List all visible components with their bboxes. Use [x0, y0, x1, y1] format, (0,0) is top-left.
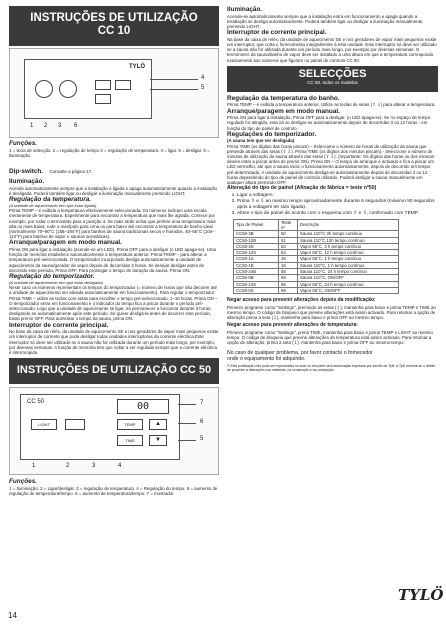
cc50-temp-button — [117, 419, 143, 430]
table-cell: 69 — [279, 287, 298, 293]
neg2-heading: Negar acesso para prevenir alterações de temperatura: — [227, 322, 358, 329]
cc50-callout-1: 1 — [32, 463, 36, 470]
table-cell: 58 — [279, 269, 298, 275]
right-column — [227, 6, 438, 372]
cc10-control-panel — [24, 59, 152, 119]
copyright-text: © Esta publicação não pode ser reproduzida no todo ou em parte sem autorização expressa por escrito da Tylö. A Tylö reserva-se o direito de proceder a alterações nos materiais, na construção e na concepção. — [227, 364, 436, 373]
cc50-display-value: 00 — [136, 401, 150, 413]
cc10-leader-5 — [150, 89, 198, 90]
table-cell: 53 — [279, 243, 298, 249]
cc50-diagram — [9, 387, 219, 475]
table-cell: CC50-12S — [234, 250, 279, 256]
cc50-callout-2: 2 — [66, 463, 70, 470]
left-column — [9, 6, 219, 496]
cc10-regtempo-heading: Regulação do temporizador. — [9, 273, 95, 281]
panel-type-table — [233, 219, 399, 295]
cc10-interruptor-heading: Interruptor de corrente principal. — [9, 321, 109, 329]
cc10-funcoes-text: 1 = tecla de selecção. 2 = regulação de tempo 3 = regulação de temperatura. 4 = ligar. 5 = desligar. 6 = iluminação. — [9, 147, 210, 158]
cc50-interruptor-text: Na base da caixa de relés, da unidade de aquecimento SE e nos geradores de vapor mais pequenos existe um interruptor, que corta o fornecimento integralmente à esta unidade. Este interruptor só deve ser utilizado se a sauna não for utilizada durante um período mais longo, por exemplo por diversas semanas. O termómetro da sauna/banho de vapor deve ser instalado a uma altura em que a temperatura corresponda exactamente aos números que figuram no painel de controlo CC 50. — [227, 36, 437, 63]
cc50-callout-7: 7 — [200, 400, 204, 407]
cc10-title-line2: CC 10 — [97, 25, 131, 37]
table-cell: Vapor 55°C, 1 h tempo contínuo — [298, 256, 399, 262]
cc10-callout-6: 6 — [74, 123, 78, 129]
table-cell: CC50-24S — [234, 281, 279, 287]
table-cell: Vapor 55°C, 12 h tempo contínuo — [298, 250, 399, 256]
cc10-title-bar — [9, 6, 219, 46]
table-cell: 15 — [279, 256, 298, 262]
col-header-descricao: Descrição — [298, 219, 399, 231]
cc10-arranque-heading: Arranque/paragem em modo manual. — [9, 239, 122, 247]
cc50-temp-label: TEMP — [124, 422, 136, 428]
table-cell: CC50-3S — [234, 243, 279, 249]
dipswitch-heading: Dip-switch. — [9, 168, 44, 175]
step-item: 1. Ligar a voltagem. — [237, 193, 438, 199]
table-cell: 68 — [279, 281, 298, 287]
cc10-ilum-heading: Iluminação. — [9, 178, 45, 185]
cc50-panel-label: CC 50 — [27, 399, 45, 406]
cc10-callout-1: 1 — [30, 123, 34, 129]
cc10-regtemp-heading: Regulação da temperatura. — [9, 196, 92, 203]
col-header-tipo: Tipo de Painel — [234, 219, 279, 231]
cc50-leader-5 — [178, 440, 196, 441]
cc50-arranque-heading: Arranque/paragem em modo manual. — [227, 107, 340, 115]
cc50-onoff-button — [65, 419, 85, 430]
table-cell: 54 — [279, 250, 298, 256]
neg2-text: Primeiro programe como "Settings", prima TIME, mantenha para baixo e prima TEMP e LIGHT ao mesmo tempo. O código de bloqueio que previne alterações de temperatura está assim activado. Para retomar a opção de alteração, prima a seta (⇩), mantenha para baixo e prima OFF ao mesmo tempo. — [227, 330, 433, 346]
table-cell: Sauna 110°C,3h tempo contínuo — [298, 231, 399, 237]
cc10-funcoes-heading: Funções. — [9, 140, 38, 147]
table-cell: CC50-0B — [234, 275, 279, 281]
cc50-leader-7 — [178, 404, 196, 405]
cc50-light-button — [31, 419, 57, 430]
table-cell: CC50-24B — [234, 269, 279, 275]
alteracao-steps — [227, 193, 438, 218]
cc10-ilum-text: Acende automaticamente sempre que a instalação é ligada e apaga automaticamente quando a instalação é desligada. Poderá também ligar ou desligar a iluminação manualmente premindo LIGHT. — [9, 185, 217, 196]
col-header-teste: Teste nº — [279, 219, 298, 231]
dipswitch-text: Consulte a página 17. — [49, 169, 93, 174]
cc50-up-arrow-icon: ▲ — [149, 419, 167, 430]
cc50-regtempo-text: Prima TIME (os dígitos das horas piscam) – Seleccione o número de horas de utilização da sauna que pretende através das setas (⇧ ⇩). Prima TIME (os dígitos dos minutos piscam) - Seleccione o número de minutos de utilização da sauna através das setas (⇧ ⇩). (Importante: Os dígitos das horas ou dos minutos devem estar a piscar antes de premir ON). Prima ON – O tempo de arranque é activado e fica a piscar um LED vermelho, até que a sauna inicie o funcionamento automaticamente, depois de decorrido um tempo pré-determinado. A unidade de aquecimento desliga-se automaticamente depois de decorridas 3 ou 12 horas dependendo do tipo de painel de controlo utilizado. Poderá desligar a sauna manualmente em qualquer altura premindo OFF. — [227, 143, 435, 186]
selec-title: SELECÇÕES — [298, 67, 367, 80]
cc10-callout-5: 5 — [201, 85, 205, 91]
cc50-ilum-heading: Iluminação. — [227, 6, 263, 13]
cc10-brand-label: TYLÖ — [129, 64, 145, 70]
cc50-regtempo-sub: (A sauna tem que ser desligada) — [227, 138, 295, 144]
cc10-on-button — [95, 80, 111, 90]
table-cell: 16 — [279, 262, 298, 268]
table-cell: CC50-3B — [234, 231, 279, 237]
cc10-title-line1: INSTRUÇÕES DE UTILIZAÇÃO — [30, 12, 198, 24]
cc10-light-button — [95, 94, 111, 104]
cc10-interruptor-text: No base da caixa de relés, da unidade de aquecimento SE e nos geradores de vapor mais pequenos existe um interruptor de corrente que pode desligar todas unidades interruptoras da corrente eléctrica.Este interruptor só deve ser utilizado se a sauna não for utilizada durante um período mais longo, por exemplo, por diversas semanas. A função de memória tem que voltar a ser regulada sempre que a corrente eléctrica é interrompida. — [9, 329, 219, 356]
neg1-text: Primeiro programe como "Settings", premindo as setas (⇧), mantenha para baixo e prima TEMP e TIME ao mesmo tempo. O código de bloqueio que previne alterações está assim activado. Para retomar a opção de alteração prima a seta (⇩), mantenha para baixo e prima OFF ao mesmo tempo. — [227, 304, 436, 321]
table-header-row — [234, 219, 399, 231]
cc50-callout-6: 6 — [200, 419, 204, 426]
cc50-ilum-text: Acende-se automaticamente sempre que a instalação entra em funcionamento e apaga quando a instalação se desliga automaticamente. Poderá também ligar ou desligar a iluminação manualmente, premindo LIGHT. — [227, 13, 424, 29]
cc10-callout-3: 3 — [58, 123, 62, 129]
cc50-title-bar: INSTRUÇÕES DE UTILIZAÇÃO CC 50 — [9, 358, 219, 384]
cc50-callout-4: 4 — [118, 463, 122, 470]
cc10-regtempo-sub: (A unidade de aquecimento tem que estar desligada) — [9, 279, 103, 285]
table-row — [234, 287, 399, 293]
cc10-off-button — [115, 80, 131, 90]
cc10-callout-4: 4 — [201, 75, 205, 81]
cc50-leader-6 — [178, 423, 196, 424]
table-cell: Vapor 55°C, 24 h tempo contínuo — [298, 281, 399, 287]
cc50-funcoes-text: 1 = Iluminação. 2 = Ligar/desligar. 3 = regulação de temperatura. 4 = Regulação do tempo. 5 = aumento de regulação de temperatura/tempo. 6 = aumento de temperatura/tempo. 7 = mostrador — [9, 485, 218, 497]
cc50-regtemp-text: Prima TEMP – é exibida a temperatura anterior. Utilize as teclas de setas (⇧ ⇩) para alterar a temperatura. — [227, 102, 436, 108]
step-item: 3. Altere o tipo de painel de acordo com o esquema com ⇧ e ⇩, confirmado com TEMP. — [237, 211, 438, 217]
step-item: 2. Prima ⇧ e ⇩ ao mesmo tempo aproximadamente durante 6 segundos (máximo 50 segundos após a voltagem ter sido ligada). — [237, 199, 438, 211]
avaria-text: No caso de qualquer problema, por favor contacte o fornecedor onde o equipamento foi adquirido. — [227, 349, 373, 363]
cc10-time-knob — [59, 80, 77, 98]
cc50-interruptor-heading: Interruptor de corrente principal. — [227, 29, 327, 37]
cc10-arranque-text: Prima ON para ligar a instalação (acende-se um LED). Prima OFF para a desligar (o LED apaga-se). Uma função de memória estabelece automaticamente a temperatura anterior. Prima TEMP – para alterar a temperatura pré-seleccionada. O temporizador incorporado desliga automaticamente a unidade de aquecimento da sauna/gerador de vapor depois de decorridas 3 horas. Se desejar desligar antes de decorrido este período, Prima OFF. Para prolongar o tempo de duração da sauna, Prima ON. — [9, 247, 216, 273]
cc50-control-panel — [20, 394, 180, 460]
cc50-funcoes-heading: Funções. — [9, 478, 38, 486]
table-cell: CC50-0S — [234, 287, 279, 293]
cc10-regtempo-text: Neste caso os números representam os tempos do temporizador (= número de horas que irão decorrer até a unidade de aquecimento ser ativada automaticamente em funcionamento). Para regular o temporizador: Prima TIME – utilize as teclas com setas para escolher o tempo pré-seleccionado, 1–10 horas. Prima ON – O temporizador entra em funcionamento e o indicador do tempo fica a piscar durante o período pré-seleccionado. Logo que a unidade de aquecimento se ligar, irá permanecer a funcionar durante 3 horas, desligando-se automaticamente após este período. Se quiser desligá-la antes de decorrer este período, basta premir OFF. Para aumentar o tempo da sauna, prima ON. — [9, 285, 218, 322]
cc50-time-button — [117, 435, 143, 446]
neg1-heading: Negar acesso para prevenir alterações depois da modificação: — [227, 297, 376, 304]
cc50-down-arrow-icon: ▼ — [149, 435, 167, 446]
cc10-leader-4 — [150, 79, 198, 80]
table-cell: 59 — [279, 275, 298, 281]
table-cell: Sauna 110°C, 24 h tempo contínuo — [298, 269, 399, 275]
cc50-display — [117, 399, 169, 414]
cc10-callout-2: 2 — [44, 123, 48, 129]
cc10-regtemp-text: Prima TEMP – é exibida a temperatura efectivamente seleccionada. Os números indicam uma escala meramente de temperatura. Experimente para encontrar a temperatura que mais lhe agrada. Comece por exemplo, por rodar o termóstato para a posição 4. Se mais tarde achar que prefere uma temperatura mais alta ou mais baixa, rode o manípulo para cima ou para baixo até encontrar a temperatura de banho ideal (normalmente 70–90°C (158–194°F) para banhos de sauna tradicionais secos e húmidos, 40–65°C (104–113°F) para banhos de vapor e saunas aromáticas). — [9, 208, 216, 240]
cc50-arranque-text: Prima ON para ligar a instalação. Prima OFF para a desligar. (o LED apaga-se). Se no espaço de tempo regulado for atingido, esta irá se desligar-se automaticamente depois de decorridas 3 ou 12 horas - em função do tipo de painel de controlo. — [227, 115, 431, 131]
table-cell: Sauna 110°C, ON/OFF — [298, 275, 399, 281]
cc50-regtempo-heading: Regulações do temporizador. — [227, 130, 317, 138]
table-cell: CC50-1S — [234, 256, 279, 262]
table-cell: Sauna 110°C, 1 h tempo contínuo — [298, 262, 399, 268]
cc10-temp-knob — [35, 80, 53, 98]
cc50-callout-5: 5 — [200, 436, 204, 443]
table-cell: Vapor 55°C, 3 h tempo contínuo — [298, 243, 399, 249]
cc50-regtemp-heading: Regulação da temperatura do banho. — [227, 94, 340, 102]
table-cell: Sauna 110°C,12h tempo contínuo — [298, 237, 399, 243]
table-cell: CC50-12B — [234, 237, 279, 243]
tylo-logo: TYLÖ — [398, 586, 444, 604]
table-cell: Vapor 55°C, ON/OFF — [298, 287, 399, 293]
page-number: 14 — [8, 611, 17, 620]
cc50-light-label: LIGHT — [38, 422, 50, 428]
table-cell: CC50-1B — [234, 262, 279, 268]
cc50-callout-3: 3 — [92, 463, 96, 470]
selec-title-bar — [227, 66, 438, 92]
alteracao-heading: Alteração do tipo de painel (Afinação de fábrica = teste nº50) — [227, 185, 377, 192]
selec-subtitle: CC 50, todos os modelos — [307, 79, 358, 85]
table-cell: 51 — [279, 237, 298, 243]
cc10-regtemp-sub: (A unidade de aquecimento tem que estar ligada) — [9, 202, 97, 208]
table-cell: 50 — [279, 231, 298, 237]
cc50-time-label: TIME — [125, 438, 135, 444]
cc10-diagram — [9, 48, 219, 138]
